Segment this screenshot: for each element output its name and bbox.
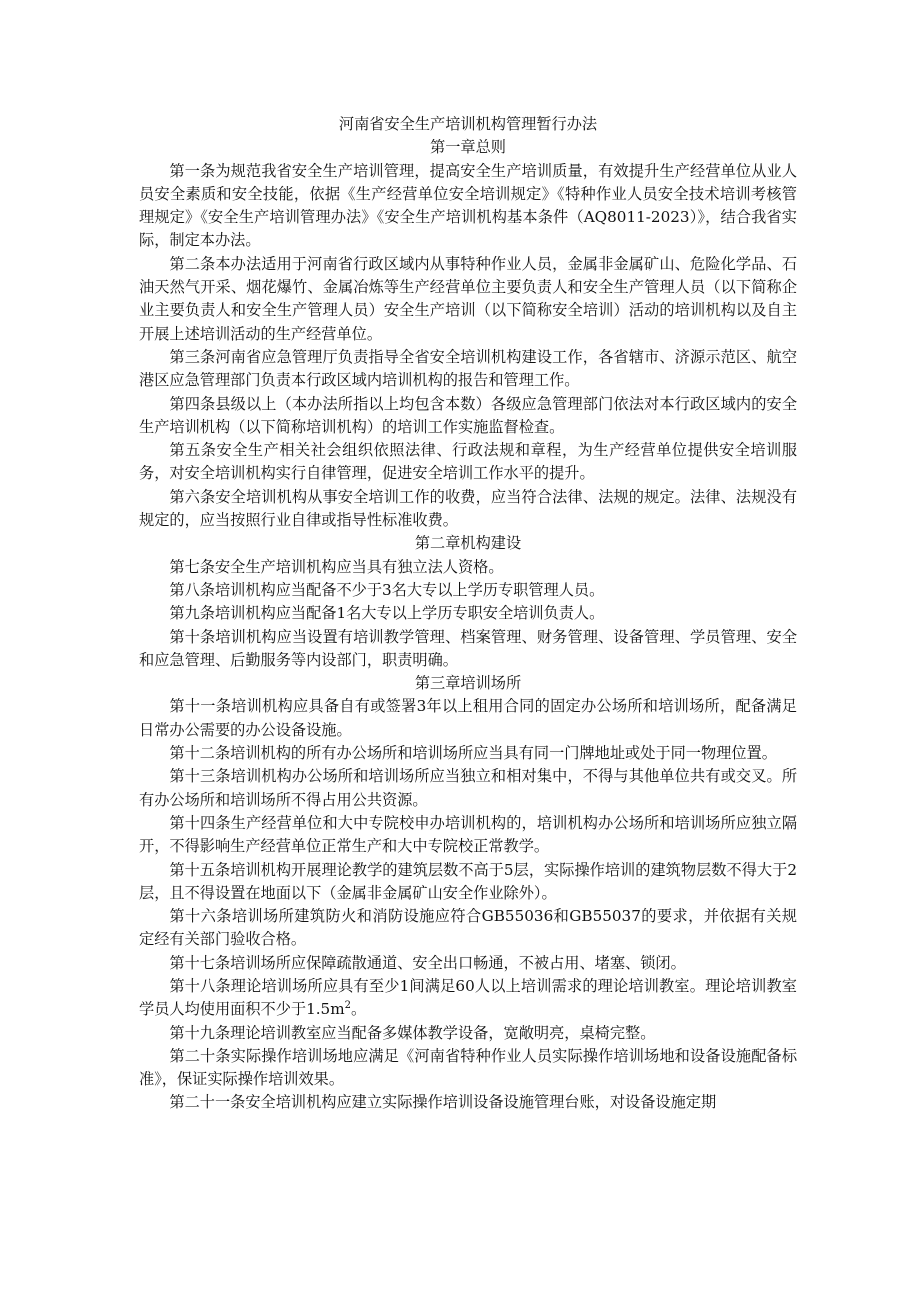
article-7: 第七条安全生产培训机构应当具有独立法人资格。 xyxy=(169,557,504,576)
article-10: 第十条培训机构应当设置有培训教学管理、档案管理、财务管理、设备管理、学员管理、安全和应急管理、后勤服务等内设部门，职责明确。 xyxy=(139,627,797,669)
article-21: 第二十一条安全培训机构应建立实际操作培训设备设施管理台账，对设备设施定期 xyxy=(169,1093,717,1112)
article-6: 第六条安全培训机构从事安全培训工作的收费，应当符合法律、法规的规定。法律、法规没有规定的，应当按照行业自律或指导性标准收费。 xyxy=(139,487,797,530)
article-16: 第十六条培训场所建筑防火和消防设施应符合GB55036和GB55037的要求，并依据有关规定经有关部门验收合格。 xyxy=(139,907,797,949)
area-unit: m xyxy=(330,1000,345,1019)
article-13: 第十三条培训机构办公场所和培训场所应当独立和相对集中，不得与其他单位共有或交叉。所有办公场所和培训场所不得占用公共资源。 xyxy=(139,767,797,809)
article-14: 第十四条生产经营单位和大中专院校申办培训机构的，培训机构办公场所和培训场所应独立隔开，不得影响生产经营单位正常生产和大中专院校正常教学。 xyxy=(139,813,797,856)
article-8: 第八条培训机构应当配备不少于3名大专以上学历专职管理人员。 xyxy=(169,580,605,599)
document-page xyxy=(139,113,797,1115)
area-unit-exponent: 2 xyxy=(344,1000,351,1012)
article-12: 第十二条培训机构的所有办公场所和培训场所应当具有同一门牌地址或处于同一物理位置。 xyxy=(169,744,777,763)
article-1: 第一条为规范我省安全生产培训管理，提高安全生产培训质量，有效提升生产经营单位从业人员安全素质和安全技能，依据《生产经营单位安全培训规定》《特种作业人员安全技术培训考核管理规定》《安全生产培训管理办法》《安全生产培训机构基本条件（AQ8011-2023）》，结合我省实际，制定本办法。 xyxy=(139,161,797,250)
article-2: 第二条本办法适用于河南省行政区域内从事特种作业人员，金属非金属矿山、危险化学品、石油天然气开采、烟花爆竹、金属冶炼等生产经营单位主要负责人和安全生产管理人员（以下简称企业主要负责人和安全生产管理人员）安全生产培训（以下简称安全培训）活动的培训机构以及自主开展上述培训活动的生产经营单位。 xyxy=(139,254,797,343)
article-5: 第五条安全生产相关社会组织依照法律、行政法规和章程，为生产经营单位提供安全培训服务，对安全培训机构实行自律管理，促进安全培训工作水平的提升。 xyxy=(139,441,797,483)
article-20: 第二十条实际操作培训场地应满足《河南省特种作业人员实际操作培训场地和设备设施配备标准》，保证实际操作培训效果。 xyxy=(139,1046,797,1089)
article-11: 第十一条培训机构应具备自有或签署3年以上租用合同的固定办公场所和培训场所，配备满足日常办公需要的办公设备设施。 xyxy=(139,697,797,739)
article-17: 第十七条培训场所应保障疏散通道、安全出口畅通，不被占用、堵塞、锁闭。 xyxy=(169,953,686,972)
article-4: 第四条县级以上（本办法所指以上均包含本数）各级应急管理部门依法对本行政区域内的安全生产培训机构（以下简称培训机构）的培训工作实施监督检查。 xyxy=(139,394,797,436)
chapter-heading-1: 第一章总则 xyxy=(430,138,506,157)
article-19: 第十九条理论培训教室应当配备多媒体教学设备，宽敞明亮，桌椅完整。 xyxy=(169,1023,656,1042)
article-18 xyxy=(139,975,797,1022)
article-18-text: 第十八条理论培训场所应具有至少1间满足60人以上培训需求的理论培训教室。理论培训教室学员人均使用面积不少于1.5 xyxy=(139,976,797,1019)
chapter-heading-2: 第二章机构建设 xyxy=(414,534,522,553)
article-18-end: 。 xyxy=(351,1000,367,1019)
article-3: 第三条河南省应急管理厅负责指导全省安全培训机构建设工作，各省辖市、济源示范区、航空港区应急管理部门负责本行政区域内培训机构的报告和管理工作。 xyxy=(139,347,797,390)
chapter-heading-3: 第三章培训场所 xyxy=(414,674,522,693)
article-9: 第九条培训机构应当配备1名大专以上学历专职安全培训负责人。 xyxy=(169,604,605,623)
document-title: 河南省安全生产培训机构管理暂行办法 xyxy=(338,115,598,133)
article-15: 第十五条培训机构开展理论教学的建筑层数不高于5层，实际操作培训的建筑物层数不得大于2层，且不得设置在地面以下（金属非金属矿山安全作业除外）。 xyxy=(139,860,797,902)
